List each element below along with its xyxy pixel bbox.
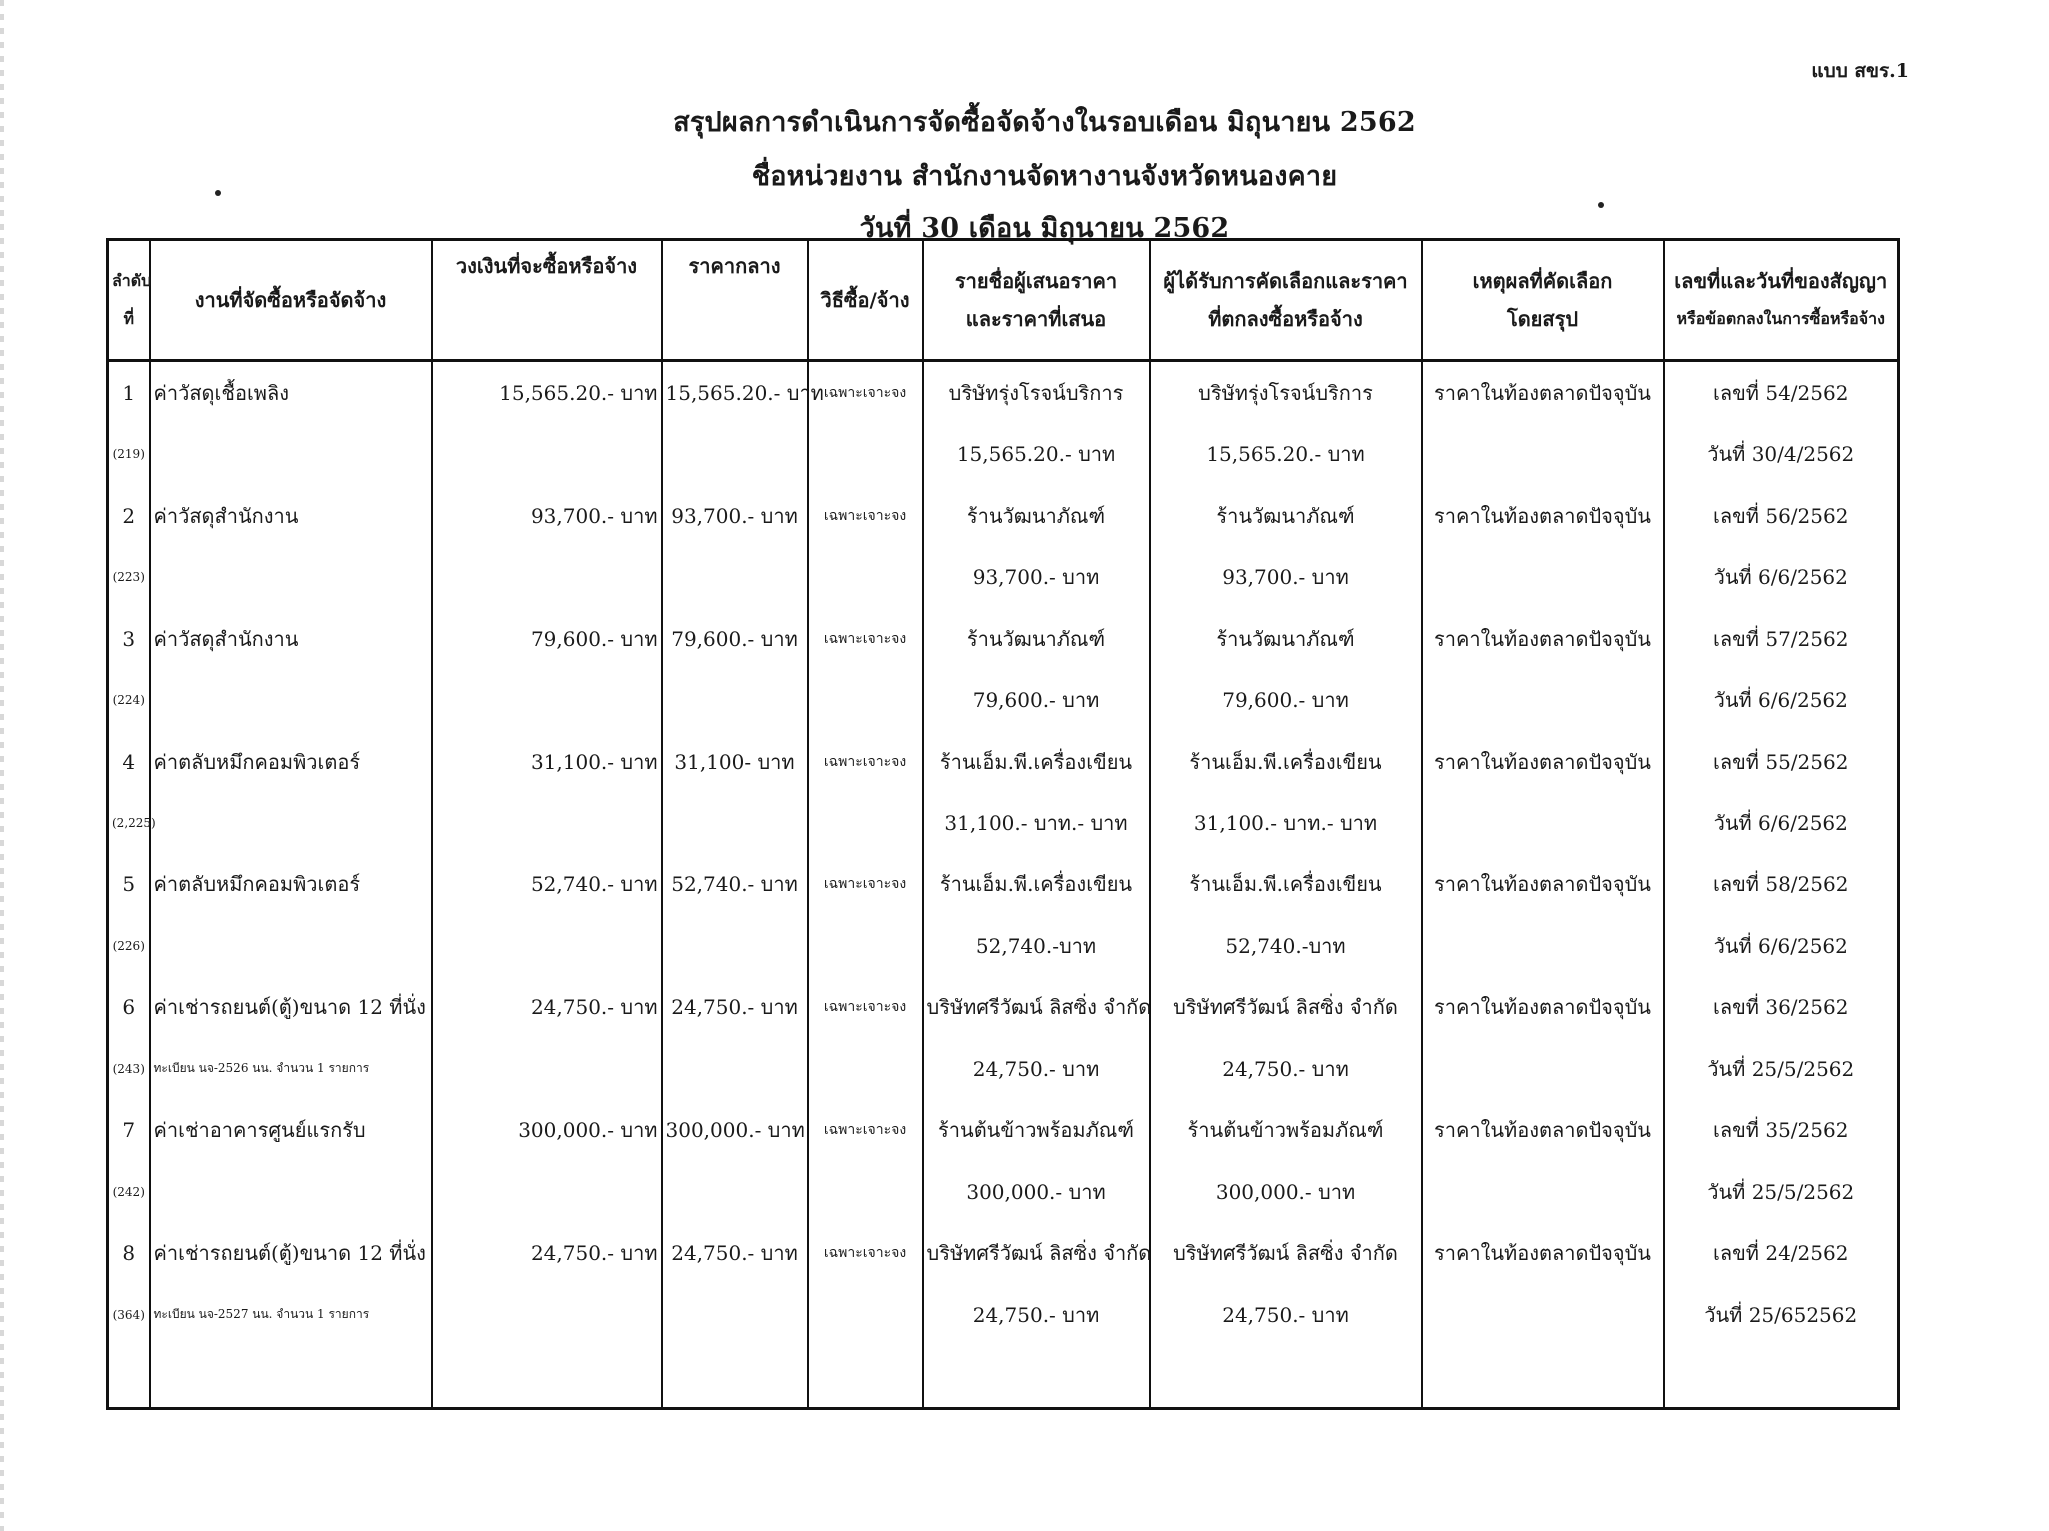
row-number: 5 <box>108 854 150 915</box>
budget-amount: 24,750.- บาท <box>432 1222 662 1283</box>
median-blank <box>662 915 808 976</box>
bidder-name: ร้านวัฒนาภัณฑ์ <box>923 485 1150 546</box>
procurement-method: เฉพาะเจาะจง <box>808 1100 923 1161</box>
reason-blank <box>1422 424 1664 485</box>
row-reference: (223) <box>108 547 150 608</box>
bid-price: 93,700.- บาท <box>923 547 1150 608</box>
col-header-median: ราคากลาง <box>662 240 808 361</box>
method-blank <box>808 792 923 853</box>
method-blank <box>808 424 923 485</box>
row-number: 3 <box>108 608 150 669</box>
selection-reason: ราคาในท้องตลาดปัจจุบัน <box>1422 361 1664 424</box>
row-number: 2 <box>108 485 150 546</box>
contract-number: เลขที่ 55/2562 <box>1664 731 1899 792</box>
agreed-price: 24,750.- บาท <box>1150 1038 1422 1099</box>
procurement-item: ค่าวัสดุเชื้อเพลิง <box>150 361 432 424</box>
row-reference: (364) <box>108 1284 150 1345</box>
procurement-item: ค่าตลับหมึกคอมพิวเตอร์ <box>150 731 432 792</box>
selection-reason: ราคาในท้องตลาดปัจจุบัน <box>1422 854 1664 915</box>
table-row <box>108 1100 1899 1161</box>
col-header-bidders <box>923 240 1150 361</box>
agreed-price: 52,740.-บาท <box>1150 915 1422 976</box>
table-row-detail <box>108 1284 1899 1345</box>
median-price: 24,750.- บาท <box>662 1222 808 1283</box>
contract-number: เลขที่ 57/2562 <box>1664 608 1899 669</box>
table-row-detail <box>108 1161 1899 1222</box>
method-blank <box>808 915 923 976</box>
procurement-item: ค่าตลับหมึกคอมพิวเตอร์ <box>150 854 432 915</box>
bid-price: 52,740.-บาท <box>923 915 1150 976</box>
table-filler-row <box>108 1345 1899 1408</box>
col-header-bidders-line2: และราคาที่เสนอ <box>965 307 1107 331</box>
selected-vendor: ร้านวัฒนาภัณฑ์ <box>1150 485 1422 546</box>
procurement-item-detail <box>150 424 432 485</box>
budget-amount: 52,740.- บาท <box>432 854 662 915</box>
procurement-item: ค่าวัสดุสำนักงาน <box>150 608 432 669</box>
median-blank <box>662 547 808 608</box>
table-row-detail <box>108 669 1899 730</box>
agreed-price: 24,750.- บาท <box>1150 1284 1422 1345</box>
page-title: สรุปผลการดำเนินการจัดซื้อจัดจ้างในรอบเดือน มิถุนายน 2562 <box>673 107 1416 138</box>
median-price: 31,100- บาท <box>662 731 808 792</box>
budget-blank <box>432 424 662 485</box>
procurement-item: ค่าเช่ารถยนต์(ตู้)ขนาด 12 ที่นั่ง <box>150 1222 432 1283</box>
table-row <box>108 361 1899 424</box>
table-row <box>108 485 1899 546</box>
median-price: 52,740.- บาท <box>662 854 808 915</box>
selection-reason: ราคาในท้องตลาดปัจจุบัน <box>1422 977 1664 1038</box>
contract-number: เลขที่ 54/2562 <box>1664 361 1899 424</box>
selection-reason: ราคาในท้องตลาดปัจจุบัน <box>1422 731 1664 792</box>
selected-vendor: บริษัทศรีวัฒน์ ลิสซิ่ง จำกัด <box>1150 977 1422 1038</box>
stray-dot-right <box>1598 202 1604 208</box>
bidder-name: ร้านเอ็ม.พี.เครื่องเขียน <box>923 854 1150 915</box>
col-header-item: งานที่จัดซื้อหรือจัดจ้าง <box>150 240 432 361</box>
procurement-item: ค่าเช่าอาคารศูนย์แรกรับ <box>150 1100 432 1161</box>
median-price: 93,700.- บาท <box>662 485 808 546</box>
table-row-detail <box>108 1038 1899 1099</box>
procurement-item-detail <box>150 915 432 976</box>
stray-dot-left <box>215 190 221 196</box>
contract-number: เลขที่ 35/2562 <box>1664 1100 1899 1161</box>
row-reference: (219) <box>108 424 150 485</box>
contract-date: วันที่ 25/5/2562 <box>1664 1038 1899 1099</box>
contract-date: วันที่ 6/6/2562 <box>1664 669 1899 730</box>
reason-blank <box>1422 915 1664 976</box>
selection-reason: ราคาในท้องตลาดปัจจุบัน <box>1422 485 1664 546</box>
row-reference: (226) <box>108 915 150 976</box>
contract-number: เลขที่ 58/2562 <box>1664 854 1899 915</box>
procurement-method: เฉพาะเจาะจง <box>808 361 923 424</box>
report-date: วันที่ 30 เดือน มิถุนายน 2562 <box>859 213 1230 244</box>
selected-vendor: บริษัทรุ่งโรจน์บริการ <box>1150 361 1422 424</box>
budget-amount: 31,100.- บาท <box>432 731 662 792</box>
col-header-reason <box>1422 240 1664 361</box>
table-row <box>108 731 1899 792</box>
table-row <box>108 608 1899 669</box>
procurement-item: ค่าวัสดุสำนักงาน <box>150 485 432 546</box>
procurement-method: เฉพาะเจาะจง <box>808 485 923 546</box>
median-blank <box>662 1038 808 1099</box>
row-number: 6 <box>108 977 150 1038</box>
procurement-item-detail <box>150 792 432 853</box>
page-left-edge <box>0 0 4 1531</box>
table-row-detail <box>108 424 1899 485</box>
procurement-method: เฉพาะเจาะจง <box>808 608 923 669</box>
col-header-no-line1: ลำดับ <box>112 271 152 290</box>
procurement-method: เฉพาะเจาะจง <box>808 1222 923 1283</box>
reason-blank <box>1422 669 1664 730</box>
selection-reason: ราคาในท้องตลาดปัจจุบัน <box>1422 1222 1664 1283</box>
procurement-method: เฉพาะเจาะจง <box>808 854 923 915</box>
bidder-name: ร้านเอ็ม.พี.เครื่องเขียน <box>923 731 1150 792</box>
bid-price: 24,750.- บาท <box>923 1038 1150 1099</box>
agreed-price: 79,600.- บาท <box>1150 669 1422 730</box>
procurement-table <box>106 238 1900 1410</box>
row-number: 1 <box>108 361 150 424</box>
reason-blank <box>1422 547 1664 608</box>
budget-amount: 15,565.20.- บาท <box>432 361 662 424</box>
col-header-contract-line1: เลขที่และวันที่ของสัญญา <box>1674 269 1888 293</box>
col-header-bidders-line1: รายชื่อผู้เสนอราคา <box>954 269 1118 293</box>
method-blank <box>808 1038 923 1099</box>
method-blank <box>808 1284 923 1345</box>
contract-date: วันที่ 25/652562 <box>1664 1284 1899 1345</box>
budget-amount: 24,750.- บาท <box>432 977 662 1038</box>
col-header-method: วิธีซื้อ/จ้าง <box>808 240 923 361</box>
reason-blank <box>1422 1161 1664 1222</box>
contract-number: เลขที่ 36/2562 <box>1664 977 1899 1038</box>
budget-blank <box>432 1284 662 1345</box>
selected-vendor: บริษัทศรีวัฒน์ ลิสซิ่ง จำกัด <box>1150 1222 1422 1283</box>
budget-blank <box>432 669 662 730</box>
agency-name: ชื่อหน่วยงาน สำนักงานจัดหางานจังหวัดหนองคาย <box>751 161 1338 192</box>
bidder-name: ร้านต้นข้าวพร้อมภัณฑ์ <box>923 1100 1150 1161</box>
procurement-item-detail: ทะเบียน นจ-2526 นน. จำนวน 1 รายการ <box>150 1038 432 1099</box>
method-blank <box>808 1161 923 1222</box>
col-header-budget: วงเงินที่จะซื้อหรือจ้าง <box>432 240 662 361</box>
procurement-item-detail <box>150 547 432 608</box>
col-header-selected-line1: ผู้ได้รับการคัดเลือกและราคา <box>1163 269 1408 293</box>
median-blank <box>662 792 808 853</box>
procurement-item-detail: ทะเบียน นจ-2527 นน. จำนวน 1 รายการ <box>150 1284 432 1345</box>
row-reference: (243) <box>108 1038 150 1099</box>
budget-amount: 79,600.- บาท <box>432 608 662 669</box>
row-reference: (242) <box>108 1161 150 1222</box>
median-blank <box>662 669 808 730</box>
median-price: 300,000.- บาท <box>662 1100 808 1161</box>
selection-reason: ราคาในท้องตลาดปัจจุบัน <box>1422 608 1664 669</box>
budget-amount: 93,700.- บาท <box>432 485 662 546</box>
bid-price: 79,600.- บาท <box>923 669 1150 730</box>
row-number: 4 <box>108 731 150 792</box>
table-header-row <box>108 240 1899 361</box>
col-header-contract <box>1664 240 1899 361</box>
contract-date: วันที่ 30/4/2562 <box>1664 424 1899 485</box>
bid-price: 300,000.- บาท <box>923 1161 1150 1222</box>
row-number: 7 <box>108 1100 150 1161</box>
budget-blank <box>432 915 662 976</box>
contract-date: วันที่ 6/6/2562 <box>1664 547 1899 608</box>
selected-vendor: ร้านต้นข้าวพร้อมภัณฑ์ <box>1150 1100 1422 1161</box>
table-row <box>108 1222 1899 1283</box>
budget-blank <box>432 792 662 853</box>
procurement-method: เฉพาะเจาะจง <box>808 977 923 1038</box>
budget-blank <box>432 547 662 608</box>
reason-blank <box>1422 792 1664 853</box>
agreed-price: 15,565.20.- บาท <box>1150 424 1422 485</box>
selected-vendor: ร้านวัฒนาภัณฑ์ <box>1150 608 1422 669</box>
method-blank <box>808 547 923 608</box>
table-row-detail <box>108 915 1899 976</box>
budget-blank <box>432 1161 662 1222</box>
selected-vendor: ร้านเอ็ม.พี.เครื่องเขียน <box>1150 731 1422 792</box>
agreed-price: 31,100.- บาท.- บาท <box>1150 792 1422 853</box>
col-header-contract-line2: หรือข้อตกลงในการซื้อหรือจ้าง <box>1676 309 1885 328</box>
median-price: 15,565.20.- บาท <box>662 361 808 424</box>
median-blank <box>662 1161 808 1222</box>
contract-number: เลขที่ 56/2562 <box>1664 485 1899 546</box>
col-header-selected-line2: ที่ตกลงซื้อหรือจ้าง <box>1208 307 1363 331</box>
table-row <box>108 854 1899 915</box>
bidder-name: บริษัทรุ่งโรจน์บริการ <box>923 361 1150 424</box>
table-body <box>108 361 1899 1409</box>
median-price: 79,600.- บาท <box>662 608 808 669</box>
procurement-method: เฉพาะเจาะจง <box>808 731 923 792</box>
bidder-name: บริษัทศรีวัฒน์ ลิสซิ่ง จำกัด <box>923 1222 1150 1283</box>
median-blank <box>662 1284 808 1345</box>
col-header-reason-line2: โดยสรุป <box>1506 307 1579 331</box>
table-row-detail <box>108 547 1899 608</box>
method-blank <box>808 669 923 730</box>
median-price: 24,750.- บาท <box>662 977 808 1038</box>
procurement-item: ค่าเช่ารถยนต์(ตู้)ขนาด 12 ที่นั่ง <box>150 977 432 1038</box>
contract-date: วันที่ 6/6/2562 <box>1664 792 1899 853</box>
col-header-no-line2: ที่ <box>123 309 135 328</box>
form-code: แบบ สขร.1 <box>1811 60 1909 82</box>
agreed-price: 93,700.- บาท <box>1150 547 1422 608</box>
selected-vendor: ร้านเอ็ม.พี.เครื่องเขียน <box>1150 854 1422 915</box>
bid-price: 31,100.- บาท.- บาท <box>923 792 1150 853</box>
budget-amount: 300,000.- บาท <box>432 1100 662 1161</box>
col-header-reason-line1: เหตุผลที่คัดเลือก <box>1472 269 1613 293</box>
col-header-selected <box>1150 240 1422 361</box>
reason-blank <box>1422 1038 1664 1099</box>
table-row <box>108 977 1899 1038</box>
bidder-name: บริษัทศรีวัฒน์ ลิสซิ่ง จำกัด <box>923 977 1150 1038</box>
agreed-price: 300,000.- บาท <box>1150 1161 1422 1222</box>
row-number: 8 <box>108 1222 150 1283</box>
bid-price: 24,750.- บาท <box>923 1284 1150 1345</box>
contract-number: เลขที่ 24/2562 <box>1664 1222 1899 1283</box>
row-reference: (224) <box>108 669 150 730</box>
contract-date: วันที่ 6/6/2562 <box>1664 915 1899 976</box>
col-header-no <box>108 240 150 361</box>
reason-blank <box>1422 1284 1664 1345</box>
table-row-detail <box>108 792 1899 853</box>
procurement-item-detail <box>150 1161 432 1222</box>
contract-date: วันที่ 25/5/2562 <box>1664 1161 1899 1222</box>
bid-price: 15,565.20.- บาท <box>923 424 1150 485</box>
median-blank <box>662 424 808 485</box>
bidder-name: ร้านวัฒนาภัณฑ์ <box>923 608 1150 669</box>
row-reference: (2,225) <box>108 792 150 853</box>
selection-reason: ราคาในท้องตลาดปัจจุบัน <box>1422 1100 1664 1161</box>
budget-blank <box>432 1038 662 1099</box>
procurement-item-detail <box>150 669 432 730</box>
